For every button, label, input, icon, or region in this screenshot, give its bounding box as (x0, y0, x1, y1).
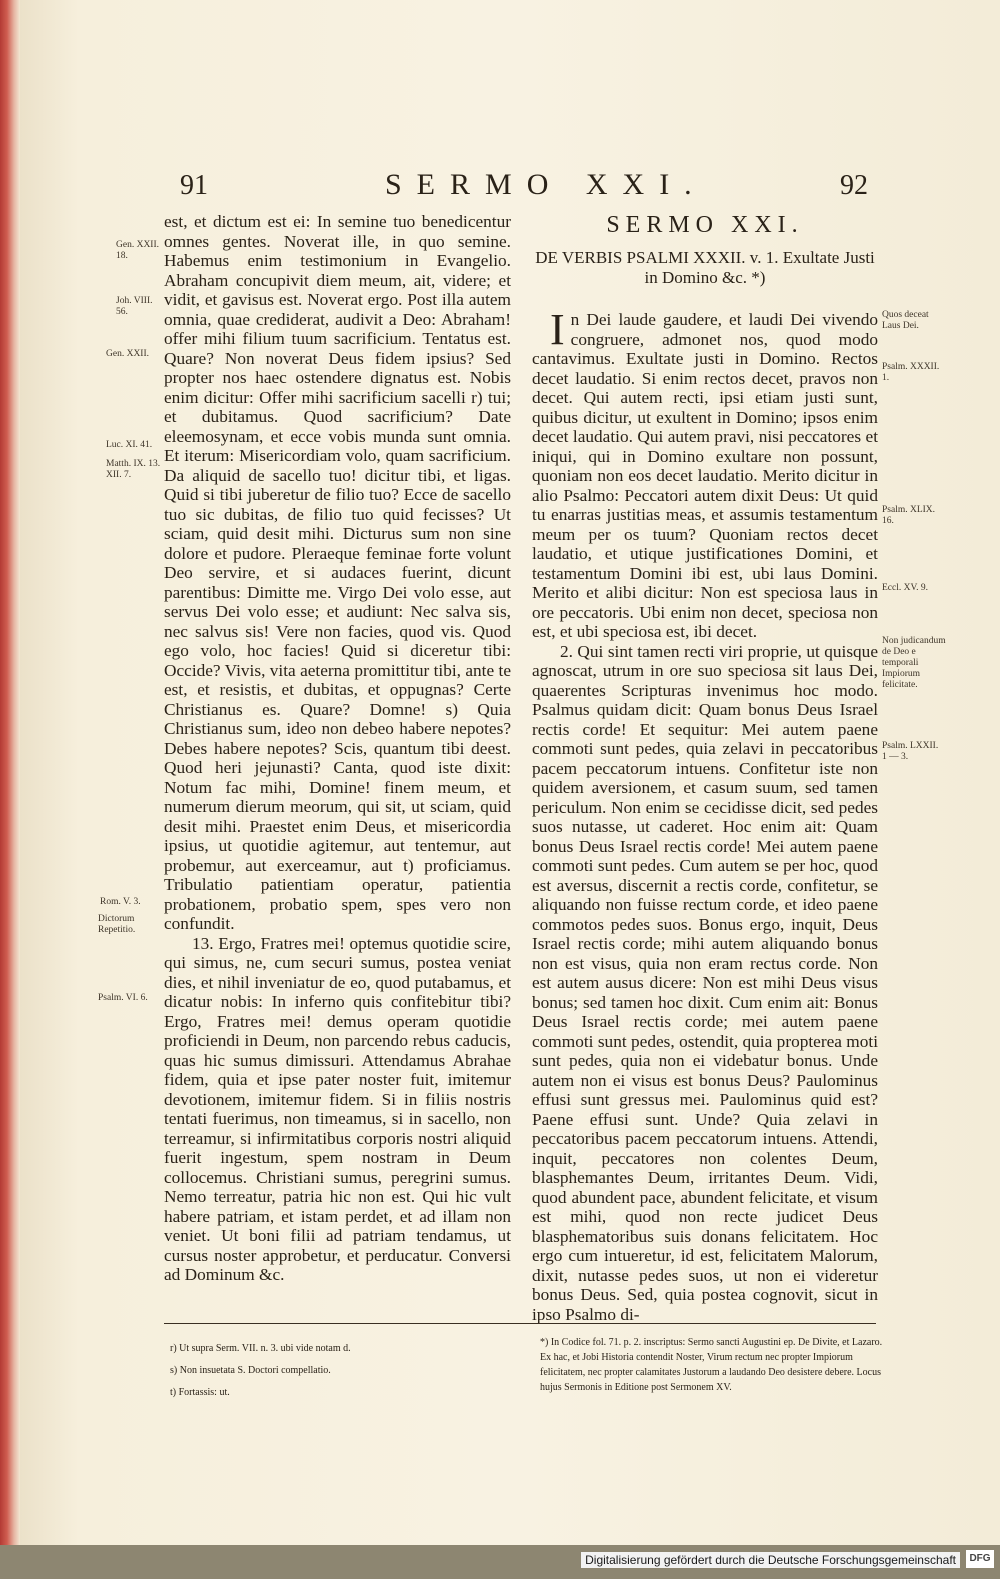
running-title: SERMO XXI. (385, 168, 707, 201)
margin-note: Non judicandum de Deo e temporali Impiorum felicitate. (882, 636, 946, 690)
margin-note: Joh. VIII. 56. (116, 296, 153, 317)
book-page (20, 0, 1000, 1545)
sermon-subheading: DE VERBIS PSALMI XXXII. v. 1. Exultate Justi in Domino &c. *) (535, 248, 875, 287)
footnote-s: s) Non insuetata S. Doctori compellatio. (170, 1365, 331, 1376)
right-paragraph-1: In Dei laude gaudere, et laudi Dei vivendo congruere, admonet nos, quod modo cantavimus. Exultate justi in Domino. Rectos decet laudatio. Si enim rectos decet, pravos non decet. Qui autem recti, ipsi etiam justi sunt, quibus dicitur, ut exultent in Domino; ipsos enim decet laudatio. Qui autem pravi, nisi peccatores et iniqui, qui in Domino exultare non possunt, quoniam non eos decet laudatio. Merito dicitur in alio Psalmo: Peccatori autem dixit Deus: Ut quid tu enarras justitias meas, et assumis testamentum meum per os tuum? Quoniam rectos decet laudatio, et utique justificationes Domini, et testamentum Domini ibi est, ubi laus Domini. Merito et alibi dicitur: Non est speciosa laus in ore peccatoris. Ubi enim non decet, speciosa non est, et ubi speciosa est, ibi decet. (532, 305, 878, 641)
left-paragraph-2: 13. Ergo, Fratres mei! optemus quotidie scire, qui simus, ne, cum securi sumus, postea veniat dies, et nihil inveniatur de eo, quod putabamus, et dicatur nobis: In inferno quis confitebitur tibi? Ergo, Fratres mei! demus operam quotidie proficiendi in Deum, non parcendo rebus caducis, quas hic sumus dimissuri. Attendamus Abrahae fidem, quia et ipse pater noster fuit, imitemur devotionem, imitemur fidem. Si in filiis nostris tentati fuerimus, non timeamus, si in sacello, non terreamur, si infirmitatibus corporis nostri aliquid fuerit ingestum, spem nostram in Deum collocemus. Christiani sumus, peregrini sumus. Nemo terreatur, patria hic non est. Qui hic vult habere patriam, et istam perdet, et ad illam non veniet. Ut boni filii ad patriam tendamus, ut cursus noster approbetur, et perducatur. Conversi ad Dominum &c. (164, 933, 511, 1284)
footnotes-left (170, 1338, 520, 1404)
margin-note: Dictorum Repetitio. (98, 914, 136, 935)
drop-cap-I: I (550, 305, 565, 354)
sermon-heading: SERMO XXI. (606, 212, 804, 238)
margin-note: Psalm. LXXII. 1 — 3. (882, 741, 939, 762)
right-paragraph-2: 2. Qui sint tamen recti viri proprie, ut quisque agnoscat, utrum in ore suo speciosa sit laus Dei, quaerentes Scripturas invenimus hoc modo. Psalmus quidam dicit: Quam bonus Deus Israel rectis corde! Et sequitur: Mei autem paene commoti sunt pedes, quia zelavi in peccatoribus pacem peccatorum intuens. Confitetur iste non quidem aversionem, et casum suum, sed tamen periculum. Non enim se cecidisse dicit, sed pedes suos nutasse, ut caderet. Hoc enim ait: Quam bonus Deus Israel rectis corde! Mei autem paene commoti sunt pedes. Cum autem se per hoc, quod est aversus, discernit a rectis corde, confitetur, se aliquando non fuisse rectum corde, et ideo paene commotos pedes suos. Bonus ergo, inquit, Deus Israel rectis corde; mihi autem aliquando bonus non est visus, quia non eram rectus corde. Non est autem ausus dicere: Non est mihi Deus visus bonus; sed tamen hoc dixit. Cum enim ait: Bonus Deus Israel rectis corde; mei autem paene commoti sunt pedes, ostendit, quia propterea moti sunt pedes, quia non ei videbatur bonus. Unde autem non ei visus est bonus Deus? Paulominus effusi sunt gressus mei. Paulominus quid est? Paene effusi sunt. Unde? Quia zelavi in peccatoribus pacem peccatorum intuens. Attendi, inquit, peccatores non colentes Deum, blasphemantes Deum, irritantes Deum. Vidi, quod abundent pace, abundent felicitate, et visum est mihi, quod non recte judicet Deus blasphematoribus suis donans felicitatem. Hoc ergo cum intueretur, id est, felicitatem Malorum, dixit, nutasse pedes suos, ut non ei videretur bonus Deus. Sed, quia postea cognovit, sicut in ipso Psalmo di- (532, 641, 878, 1324)
red-page-edge (0, 0, 20, 1545)
margin-note: Gen. XXII. (106, 349, 150, 359)
left-column (164, 212, 511, 1285)
footnote-rule (164, 1323, 876, 1324)
heading-spacer (532, 296, 878, 310)
margin-note: Matth. IX. 13. XII. 7. (106, 459, 161, 480)
margin-note: Psalm. XLIX. 16. (882, 505, 936, 526)
margin-note: Psalm. XXXII. 1. (882, 362, 940, 383)
margin-note: Psalm. VI. 6. (98, 993, 148, 1003)
footnote-star: *) In Codice fol. 71. p. 2. inscriptus: Sermo sancti Augustini ep. De Divite, et Lazaro. Ex hac, et Jobi Historia contendit Noster, Virum rectum nec propter Impiorum felicitatem, nec propter calamitates Justorum a laudando Deo desistere debere. Locus hujus Sermonis in Editione post Sermonem XV. (540, 1337, 883, 1393)
footnote-r: r) Ut supra Serm. VII. n. 3. ubi vide notam d. (170, 1343, 351, 1354)
margin-note: Rom. V. 3. (100, 897, 141, 907)
page-number-left: 91 (180, 170, 208, 201)
margin-note: Gen. XXII. 18. (116, 240, 160, 261)
margin-note: Eccl. XV. 9. (882, 583, 928, 593)
page-number-right: 92 (840, 170, 868, 201)
margin-note: Quos deceat Laus Dei. (882, 310, 929, 331)
running-header (20, 164, 1000, 204)
footnote-t: t) Fortassis: ut. (170, 1387, 230, 1398)
digitization-credit: Digitalisierung gefördert durch die Deutsche Forschungsgemeinschaft (581, 1552, 960, 1568)
left-paragraph-1: est, et dictum est ei: In semine tuo benedicentur omnes gentes. Noverat ille, in quo semine. Habemus enim testimonium in Evangelio. Abraham concupivit diem meum, ait, videre; et vidit, et gavisus est. Noverat ergo. Post illa autem omnia, quae crediderat, audivit a Deo: Abraham! offer mihi filium tuum sacrificium. Tentatus est. Quare? Non noverat Deus fidem ipsius? Sed propter nos haec ostendere dignatus est. Nobis enim dicitur: Offer mihi sacrificium sacelli r) tui; et dubitamus. Quod sacrificium? Date eleemosynam, et ecce vobis munda sunt omnia. Et iterum: Misericordiam volo, quam sacrificium. Da aliquid de sacello tuo! dicitur tibi, et ligas. Quid si tibi juberetur de filio tuo? Ecce de sacello tuo sic dubitas, de filio tuo quid fecisses? Ut sciam, quid desit mihi. Dicturus sum non sine dolore et pudore. Pleraeque feminae forte volunt Deo servire, et si audaces fuerint, dicunt parentibus: Dimitte me. Virgo Dei volo esse, aut servus Dei volo esse; et audiunt: Nec salva sis, nec salvus sis! Vere non facies, quod vis. Quod ego volo, hoc facies! Quid si diceretur tibi: Occide? Vivis, vita aeterna promittitur tibi, ante te est, et resistis, et dubitas, et oppugnas? Certe Christianus es. Quare? Domne! s) Quia Christianus sum, ideo non debeo habere nepotes? Debes habere nepotes? Scis, quantum tibi deest. Quod heri jejunasti? Canta, quod iste dixit: Notum fac mihi, Domine! finem meum, et numerum dierum meorum, qui sit, ut sciam, quid desit mihi. Praestet enim Deus, et misericordia ipsius, ut quotidie agitemur, aut tentemur, aut probemur, aut exerceamur, aut t) proficiamus. Tribulatio patientiam operatur, patientia probationem, probatio spem, spes vero non confundit. (164, 212, 511, 933)
right-column (532, 210, 878, 1324)
dfg-logo-icon: DFG (966, 1550, 994, 1568)
margin-note: Luc. XI. 41. (106, 440, 153, 450)
